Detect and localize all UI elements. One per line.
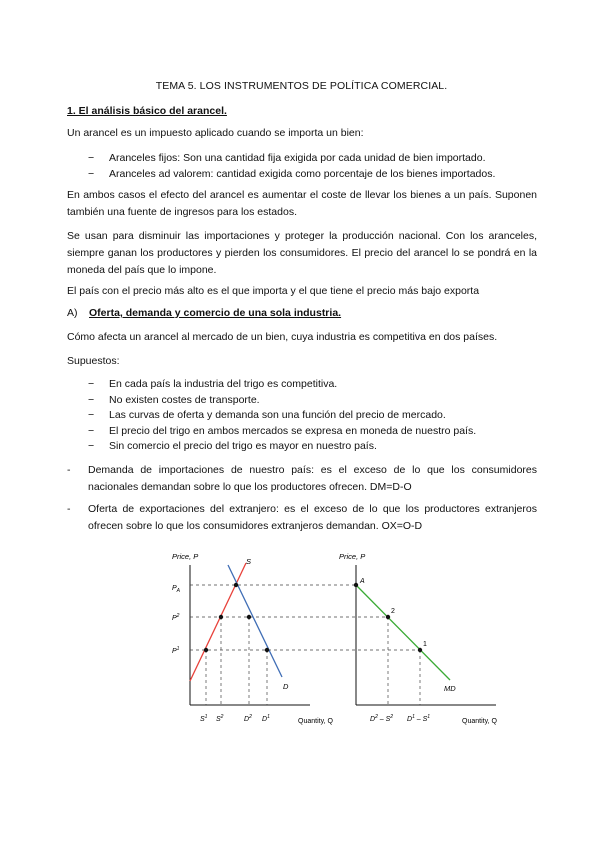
paragraph-market-effect: Cómo afecta un arancel al mercado de un bien, cuya industria es competitiva en dos países.	[67, 331, 498, 343]
price-label-p1: $P^1$	[172, 646, 180, 655]
point-d2	[247, 615, 251, 619]
right-panel	[339, 552, 497, 725]
import-demand-curve	[356, 585, 450, 680]
qty-label-d1-s1: $D^1 - S^1$	[407, 714, 431, 723]
section-a-heading	[67, 307, 341, 319]
import-demand-label: MD	[444, 684, 456, 693]
right-x-axis-label: Quantity, Q	[462, 718, 497, 725]
point-s1	[204, 648, 208, 652]
section-heading-1: 1. El análisis básico del arancel.	[67, 105, 227, 117]
definition-import-demand: - Demanda de importaciones de nuestro país: es el exceso de lo que los consumidores nacionales demandan sobre lo que los productores ofrecen. DM=D-O	[67, 464, 537, 493]
point-s2	[219, 615, 223, 619]
qty-label-d2-s2: $D^2 - S^2$	[370, 714, 394, 723]
demand-curve	[228, 565, 282, 677]
intro-paragraph: Un arancel es un impuesto aplicado cuando se importa un bien:	[67, 127, 364, 139]
price-label-pa: $P_A$	[172, 585, 181, 594]
left-x-axis-label: Quantity, Q	[298, 718, 333, 725]
tariff-types-list	[88, 151, 528, 182]
demand-label: D	[283, 682, 289, 691]
assumptions-list	[88, 377, 528, 455]
list-item: − El precio del trigo en ambos mercados se expresa en moneda de nuestro país.	[88, 424, 477, 437]
point-1	[418, 648, 422, 652]
point-d1	[265, 648, 269, 652]
list-item: − En cada país la industria del trigo es competitiva.	[88, 378, 338, 390]
left-y-axis-label: Price, P	[172, 552, 199, 561]
point-equilibrium-a	[234, 583, 238, 587]
list-item: − No existen costes de transporte.	[88, 393, 260, 406]
left-panel	[172, 552, 420, 725]
definition-export-supply: - Oferta de exportaciones del extranjero: es el exceso de lo que los productores extranjeros ofrecen sobre lo que los consumidores extranjeros demandan. OX=O-D	[67, 503, 537, 532]
qty-label-d2: $D^2$	[244, 714, 252, 723]
qty-label-s2: $S^2$	[216, 714, 224, 723]
paragraph-effect: En ambos casos el efecto del arancel es aumentar el coste de llevar los bienes a un país. Suponen también una fuente de ingresos para los estados.	[67, 189, 537, 218]
list-item: − Las curvas de oferta y demanda son una función del precio de mercado.	[88, 409, 446, 421]
point-label-1: 1	[423, 641, 427, 648]
supply-label: S	[246, 557, 252, 566]
paragraph-purpose: Se usan para disminuir las importaciones y proteger la producción nacional. Con los aranceles, siempre ganan los productores y pierden los consumidores. El precio del arancel lo se pondrá en la moneda del país que lo impone.	[67, 230, 537, 276]
section-a-label: A)	[67, 307, 78, 319]
page-title: TEMA 5. LOS INSTRUMENTOS DE POLÍTICA COMERCIAL.	[155, 80, 448, 92]
price-label-p2: $P^2$	[172, 613, 180, 622]
list-item: − Aranceles ad valorem: cantidad exigida como porcentaje de los bienes importados.	[88, 167, 496, 180]
point-2	[386, 615, 390, 619]
paragraph-price-rule: El país con el precio más alto es el que importa y el que tiene el precio más bajo exporta	[67, 285, 480, 297]
supuestos-label: Supuestos:	[67, 355, 120, 367]
right-y-axis-label: Price, P	[339, 552, 366, 561]
point-label-2: 2	[391, 608, 395, 615]
point-a	[354, 583, 358, 587]
list-item: − Sin comercio el precio del trigo es mayor en nuestro país.	[88, 440, 377, 452]
list-item: − Aranceles fijos: Son una cantidad fija exigida por cada unidad de bien importado.	[88, 152, 486, 164]
qty-label-d1: $D^1$	[262, 714, 270, 723]
supply-demand-figure	[160, 545, 510, 730]
point-label-a: A	[360, 578, 365, 585]
qty-label-s1: $S^1$	[200, 714, 208, 723]
supply-curve	[190, 563, 246, 681]
section-a-title: Oferta, demanda y comercio de una sola industria.	[89, 307, 342, 319]
